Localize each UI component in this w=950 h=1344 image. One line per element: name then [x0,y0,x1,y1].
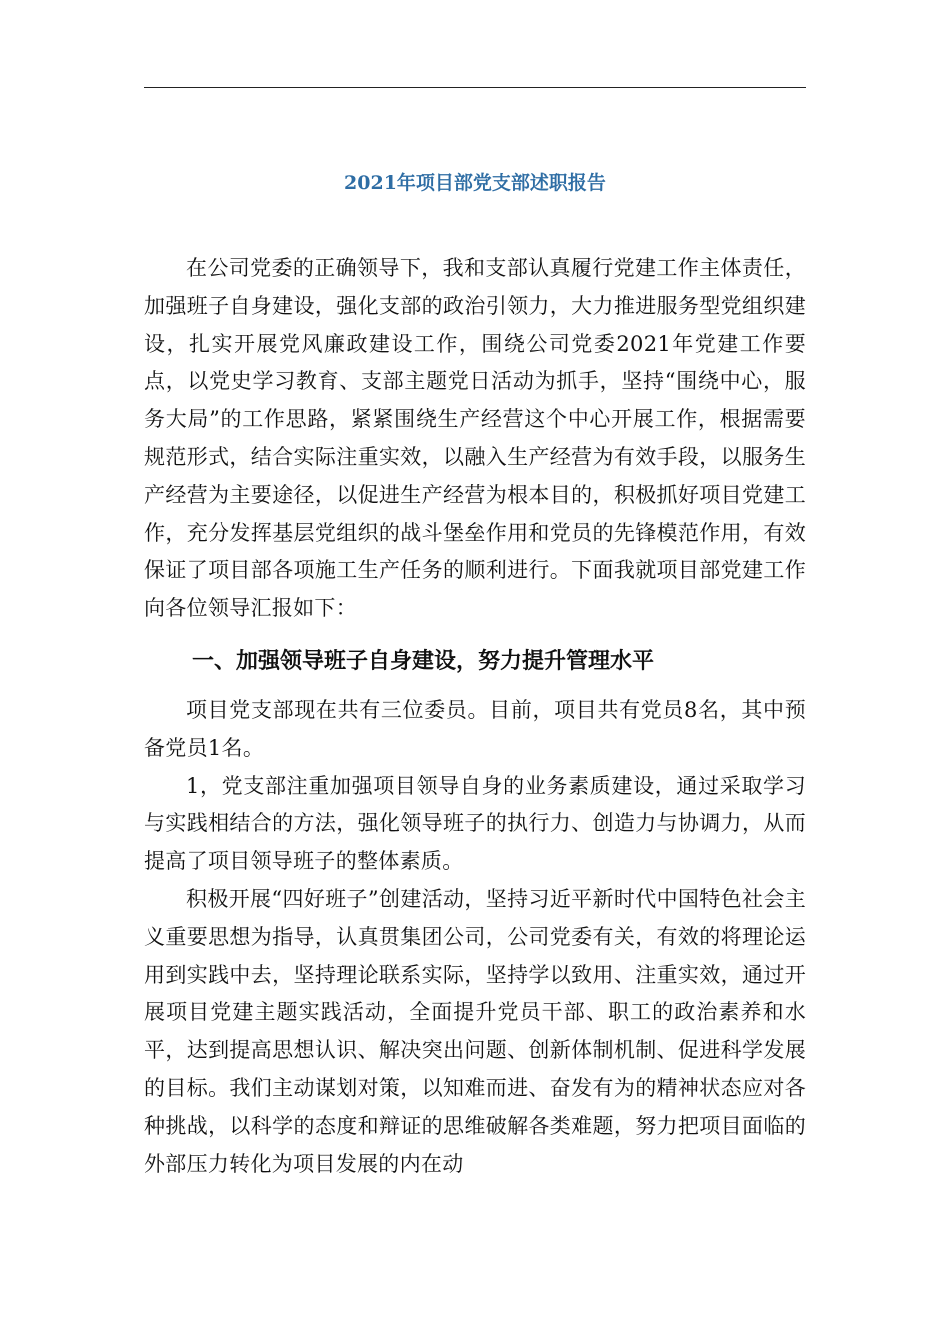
document-body [144,250,806,1183]
section1-paragraph-3: 积极开展“四好班子”创建活动，坚持习近平新时代中国特色社会主义重要思想为指导，认真贯集团公司，公司党委有关，有效的将理论运用到实践中去，坚持理论联系实际，坚持学以致用、注重实效，通过开展项目党建主题实践活动，全面提升党员干部、职工的政治素养和水平，达到提高思想认识、解决突出问题、创新体制机制、促进科学发展的目标。我们主动谋划对策，以知难而进、奋发有为的精神状态应对各种挑战，以科学的态度和辩证的思维破解各类难题，努力把项目面临的外部压力转化为项目发展的内在动 [144,886,806,1176]
section1-paragraph-2: 1，党支部注重加强项目领导自身的业务素质建设，通过采取学习与实践相结合的方法，强化领导班子的执行力、创造力与协调力，从而提高了项目领导班子的整体素质。 [144,773,806,874]
document-title: 2021年项目部党支部述职报告 [344,172,606,194]
header-rule [144,87,806,88]
intro-paragraph: 在公司党委的正确领导下，我和支部认真履行党建工作主体责任，加强班子自身建设，强化支部的政治引领力，大力推进服务型党组织建设，扎实开展党风廉政建设工作，围绕公司党委2021年党建工作要点，以党史学习教育、支部主题党日活动为抓手，坚持“围绕中心，服务大局”的工作思路，紧紧围绕生产经营这个中心开展工作，根据需要规范形式，结合实际注重实效，以融入生产经营为有效手段，以服务生产经营为主要途径，以促进生产经营为根本目的，积极抓好项目党建工作，充分发挥基层党组织的战斗堡垒作用和党员的先锋模范作用，有效保证了项目部各项施工生产任务的顺利进行。下面我就项目部党建工作向各位领导汇报如下： [144,256,806,621]
section1-paragraph-1: 项目党支部现在共有三位委员。目前，项目共有党员8名，其中预备党员1名。 [144,697,806,760]
section-heading-1: 一、加强领导班子自身建设，努力提升管理水平 [192,648,655,674]
